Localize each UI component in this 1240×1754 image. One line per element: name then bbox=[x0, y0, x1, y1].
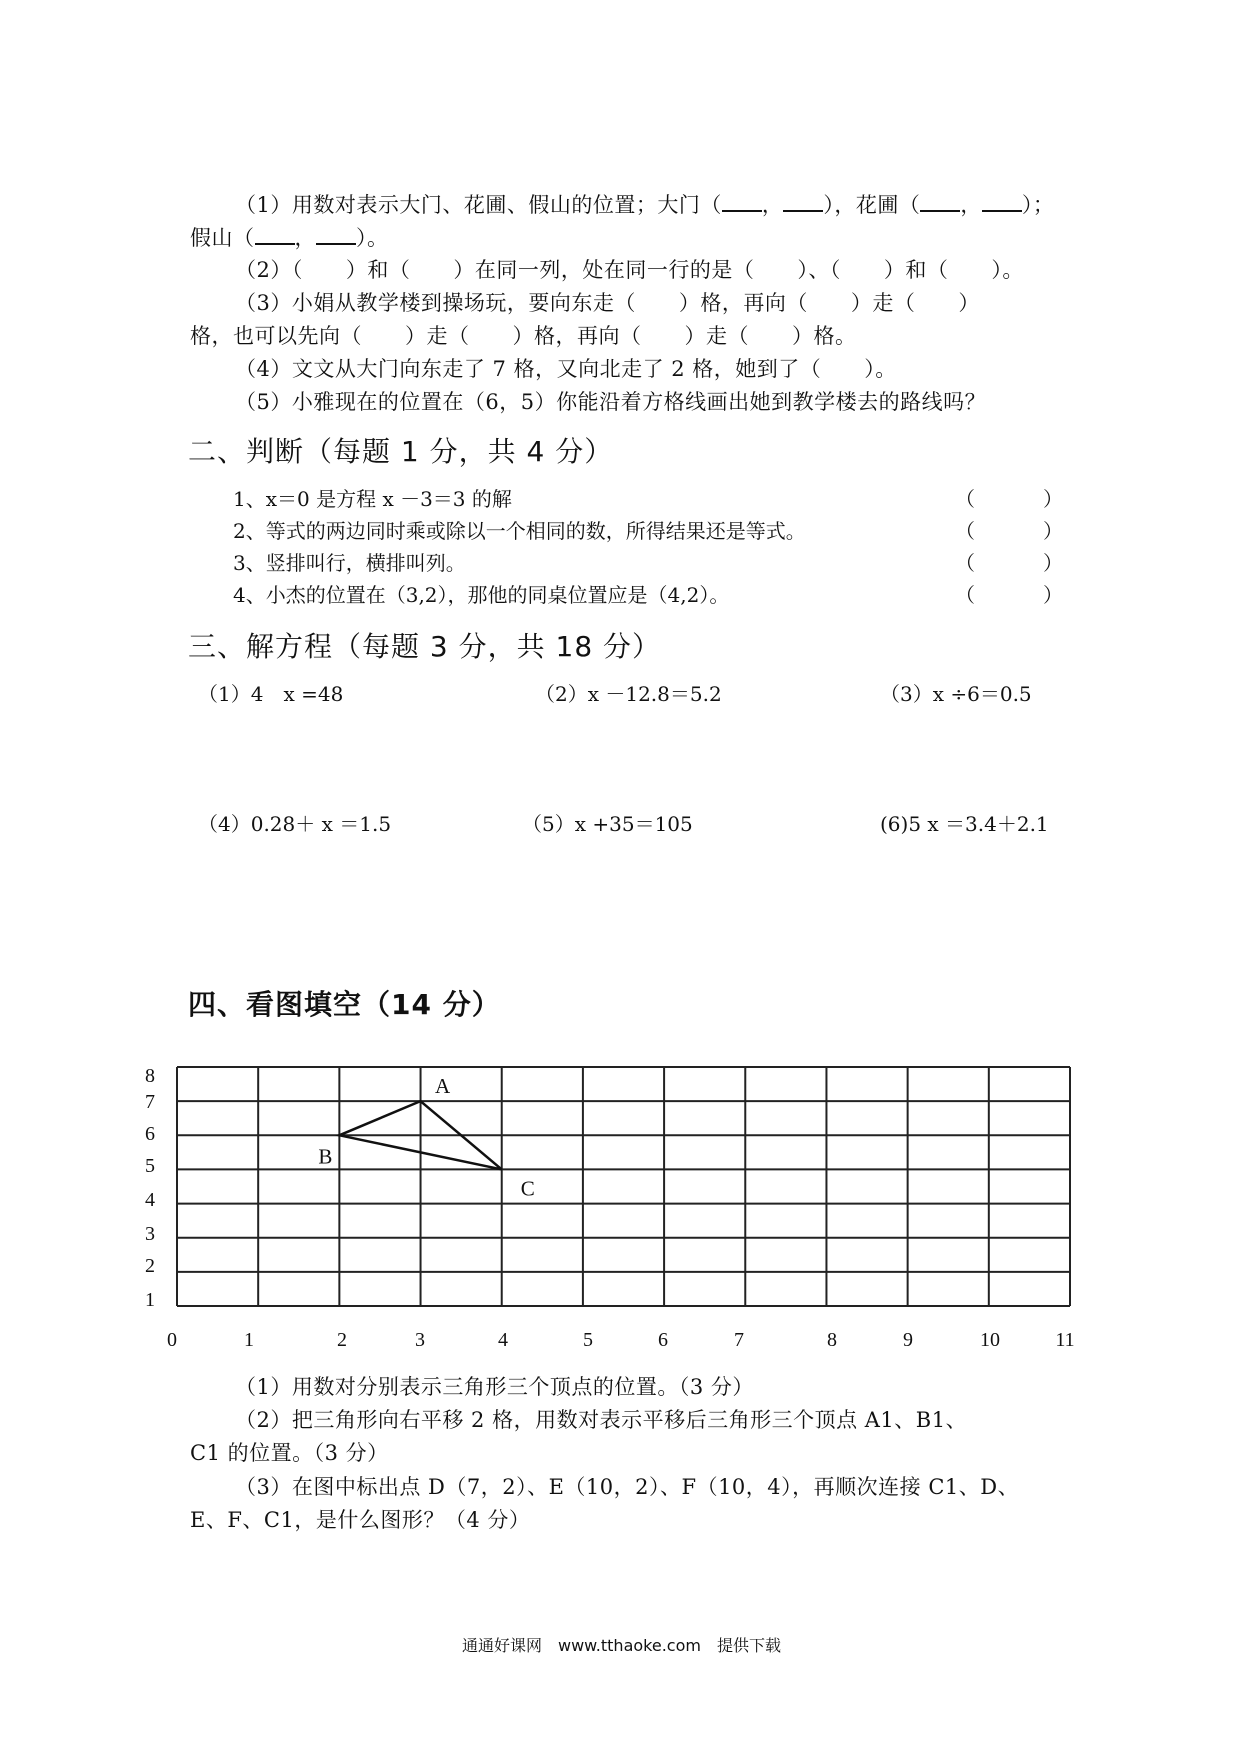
y-tick-label: 5 bbox=[145, 1155, 155, 1177]
x-tick-label: 9 bbox=[903, 1329, 913, 1351]
y-tick-label: 6 bbox=[145, 1123, 155, 1145]
y-tick-label: 3 bbox=[145, 1223, 155, 1245]
equation-6: (6)5 x ＝3.4＋2.1 bbox=[880, 812, 1049, 836]
equation-1: （1）4 x =48 bbox=[198, 682, 344, 706]
question-5: （5）小雅现在的位置在（6，5）你能沿着方格线画出她到教学楼去的路线吗？ bbox=[235, 390, 987, 414]
section-4-question-2-line-2: C1 的位置。（3 分） bbox=[190, 1441, 389, 1465]
equation-3: （3）x ÷6＝0.5 bbox=[880, 682, 1032, 706]
x-tick-label: 7 bbox=[734, 1329, 744, 1351]
section-4-question-3-line-1: （3）在图中标出点 D（7，2）、E（10，2）、F（10，4），再顺次连接 C1、D、 bbox=[235, 1475, 1020, 1499]
equation-2: （2）x －12.8＝5.2 bbox=[535, 682, 722, 706]
judgement-item-1: 1、x＝0 是方程 x －3＝3 的解 bbox=[233, 487, 512, 511]
section-3-heading: 三、解方程（每题 3 分，共 18 分） bbox=[188, 630, 662, 663]
q1-text-d: ， bbox=[960, 193, 982, 217]
judgement-answer-4[interactable]: （ ） bbox=[955, 583, 1065, 607]
q1-text-a: （1）用数对表示大门、花圃、假山的位置；大门（ bbox=[235, 193, 722, 217]
section-4-heading: 四、看图填空（14 分） bbox=[188, 988, 501, 1021]
question-3-line-2: 格，也可以先向（ ）走（ ）格，再向（ ）走（ ）格。 bbox=[190, 324, 857, 348]
x-tick-label: 11 bbox=[1055, 1329, 1075, 1351]
x-tick-label: 2 bbox=[337, 1329, 347, 1351]
judgement-answer-3[interactable]: （ ） bbox=[955, 551, 1065, 575]
x-tick-label: 4 bbox=[498, 1329, 508, 1351]
answer-blank[interactable] bbox=[722, 190, 762, 212]
answer-blank[interactable] bbox=[316, 223, 356, 245]
q1-text-e: ）； bbox=[1021, 193, 1055, 217]
q1-text-g: ， bbox=[294, 226, 316, 250]
triangle-abc bbox=[339, 1101, 501, 1169]
judgement-answer-1[interactable]: （ ） bbox=[955, 487, 1065, 511]
y-tick-label: 2 bbox=[145, 1255, 155, 1277]
vertex-label-a: A bbox=[434, 1074, 451, 1099]
answer-blank[interactable] bbox=[920, 190, 960, 212]
q1-text-f: 假山（ bbox=[190, 226, 255, 250]
question-1-line-2 bbox=[190, 222, 389, 252]
judgement-item-4: 4、小杰的位置在（3,2），那他的同桌位置应是（4,2）。 bbox=[233, 583, 730, 607]
x-tick-label: 1 bbox=[244, 1329, 254, 1351]
answer-blank[interactable] bbox=[783, 190, 823, 212]
footer-credit: 通通好课网 www.tthaoke.com 提供下载 bbox=[462, 1636, 781, 1655]
section-4-question-2-line-1: （2）把三角形向右平移 2 格，用数对表示平移后三角形三个顶点 A1、B1、 bbox=[235, 1408, 968, 1432]
question-3-line-1: （3）小娟从教学楼到操场玩，要向东走（ ）格，再向（ ）走（ ） bbox=[235, 291, 980, 315]
q1-text-c: ），花圃（ bbox=[823, 193, 921, 217]
x-tick-label: 3 bbox=[415, 1329, 425, 1351]
x-tick-label: 6 bbox=[658, 1329, 668, 1351]
y-tick-label: 1 bbox=[145, 1289, 155, 1311]
x-tick-label: 5 bbox=[583, 1329, 593, 1351]
y-tick-label: 8 bbox=[145, 1065, 155, 1087]
section-4-question-1: （1）用数对分别表示三角形三个顶点的位置。（3 分） bbox=[235, 1375, 754, 1399]
question-1-line-1 bbox=[235, 189, 1054, 219]
equation-4: （4）0.28＋ x ＝1.5 bbox=[198, 812, 392, 836]
judgement-answer-2[interactable]: （ ） bbox=[955, 519, 1065, 543]
answer-blank[interactable] bbox=[982, 190, 1022, 212]
question-2: （2）（ ）和（ ）在同一列，处在同一行的是（ ）、（ ）和（ ）。 bbox=[235, 258, 1024, 282]
section-4-question-3-line-2: E、F、C1，是什么图形？（4 分） bbox=[190, 1508, 531, 1532]
x-tick-label: 8 bbox=[827, 1329, 837, 1351]
equation-5: （5）x +35＝105 bbox=[522, 812, 693, 836]
q1-text-h: ）。 bbox=[356, 226, 389, 250]
question-4: （4）文文从大门向东走了 7 格，又向北走了 2 格，她到了（ ）。 bbox=[235, 357, 897, 381]
y-tick-label: 7 bbox=[145, 1091, 155, 1113]
judgement-item-3: 3、竖排叫行，横排叫列。 bbox=[233, 551, 466, 575]
vertex-label-b: B bbox=[318, 1144, 333, 1169]
x-tick-label: 0 bbox=[167, 1329, 177, 1351]
x-tick-label: 10 bbox=[980, 1329, 1000, 1351]
section-2-heading: 二、判断（每题 1 分，共 4 分） bbox=[188, 435, 614, 468]
q1-text-b: ， bbox=[761, 193, 784, 217]
vertex-label-c: C bbox=[520, 1176, 535, 1201]
y-tick-label: 4 bbox=[145, 1189, 155, 1211]
judgement-item-2: 2、等式的两边同时乘或除以一个相同的数，所得结果还是等式。 bbox=[233, 519, 806, 543]
answer-blank[interactable] bbox=[255, 223, 295, 245]
